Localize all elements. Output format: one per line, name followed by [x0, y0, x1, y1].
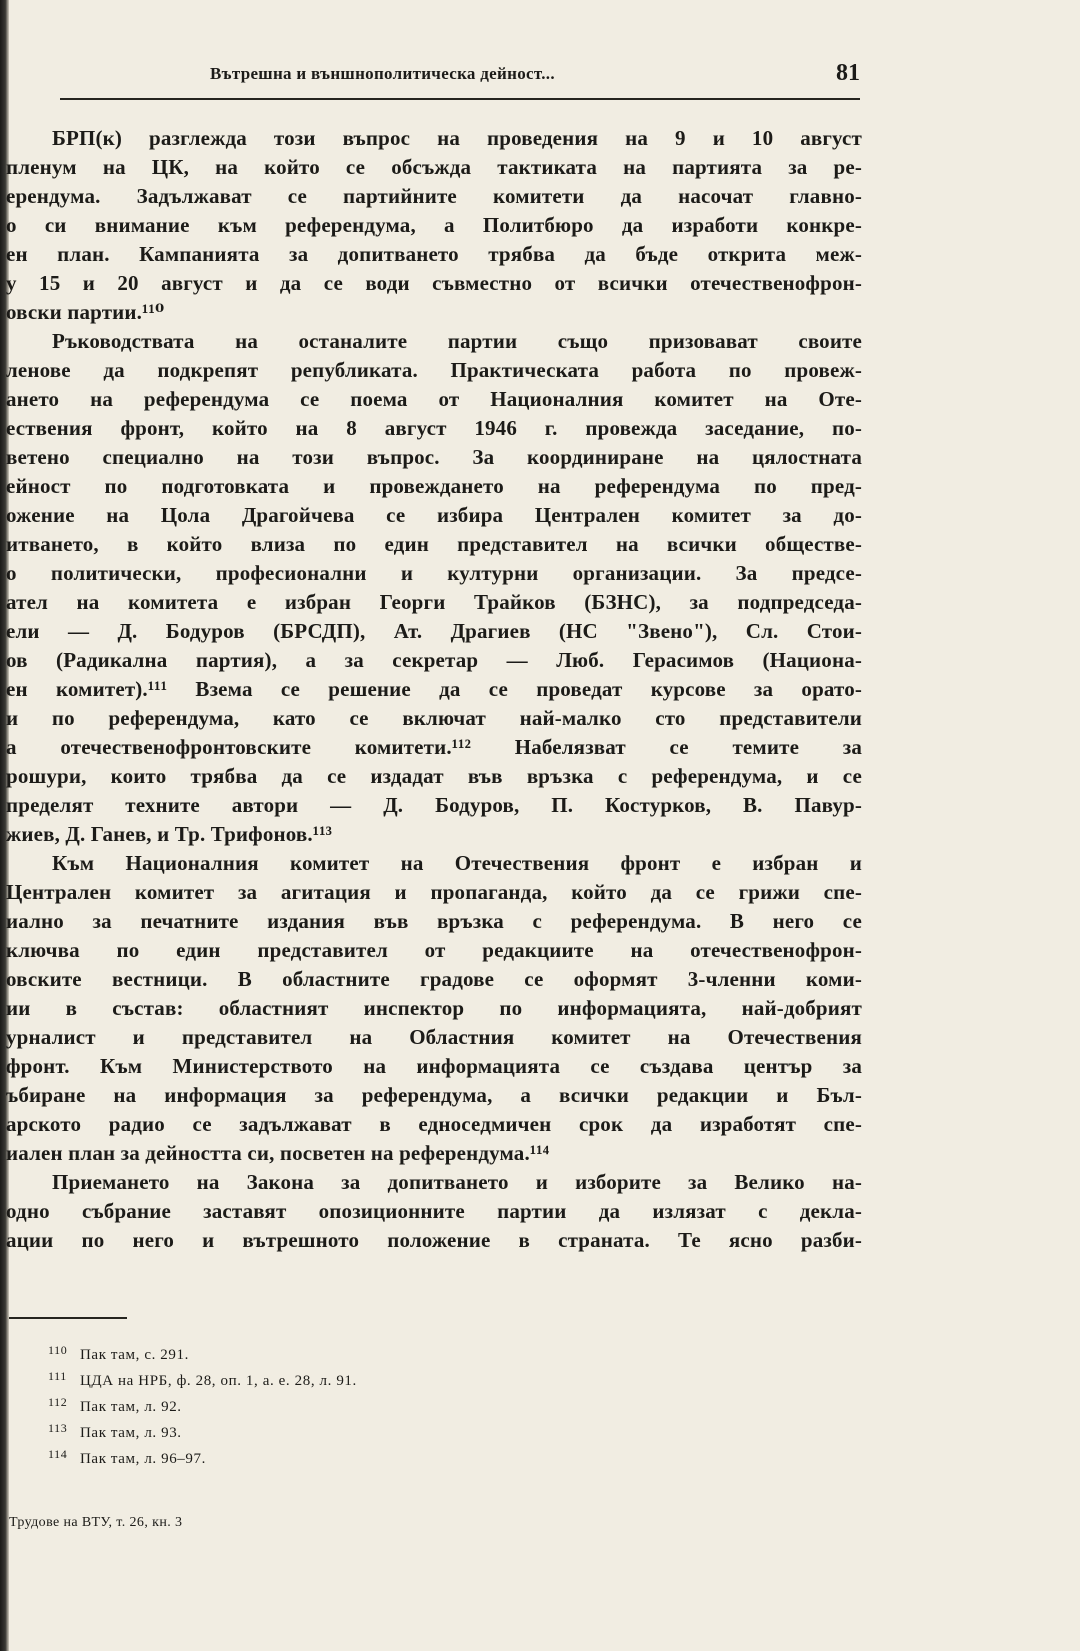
footnote [48, 1415, 748, 1441]
text-line: ели — Д. Бодуров (БРСДП), Ат. Драгиев (НС "Звено"), Сл. Стои- [6, 619, 862, 643]
footnote-text: Пак там, л. 96–97. [80, 1451, 206, 1467]
footnote-divider [9, 1317, 127, 1319]
text-line: ии в състав: областният инспектор по информацията, най-добрият [6, 996, 862, 1020]
footnote-text: Пак там, с. 291. [80, 1347, 189, 1363]
text-line: арското радио се задължават в едноседмичен срок да изработят спе- [6, 1112, 862, 1136]
text-line: одно събрание заставят опозиционните партии да излязат с декла- [6, 1199, 862, 1223]
text-line: а отечественофронтовските комитети.¹¹² Набелязват се темите за [6, 735, 862, 759]
footnote [48, 1337, 748, 1363]
footnote-text: Пак там, л. 92. [80, 1399, 182, 1415]
footnote-text: Пак там, л. 93. [80, 1425, 182, 1441]
text-line: ключва по един представител от редакциите на отечественофрон- [6, 938, 862, 962]
running-title: Вътрешна и външнополитическа дейност... [210, 64, 555, 83]
text-line: жиев, Д. Ганев, и Тр. Трифонов.¹¹³ [6, 822, 333, 846]
text-line: ерендума. Задължават се партийните комитети да насочат главно- [6, 184, 862, 208]
text-line: о си внимание към референдума, а Политбюро да изработи конкре- [6, 213, 862, 237]
text-line: ен комитет).¹¹¹ Взема се решение да се проведат курсове за орато- [6, 677, 862, 701]
footnote-number: 114 [48, 1447, 68, 1461]
text-line: ейност по подготовката и провеждането на референдума по пред- [6, 474, 862, 498]
text-line: ател на комитета е избран Георги Трайков (БЗНС), за подпредседа- [6, 590, 862, 614]
text-line: у 15 и 20 август и да се води съвместно от всички отечественофрон- [6, 271, 862, 295]
text-line: Приемането на Закона за допитването и изборите за Велико на- [52, 1170, 862, 1194]
text-line: пленум на ЦК, на който се обсъжда тактиката на партията за ре- [6, 155, 862, 179]
running-header [60, 60, 860, 100]
text-line: ленове да подкрепят републиката. Практическата работа по провеж- [6, 358, 862, 382]
body-text [0, 124, 862, 1255]
text-line: Централен комитет за агитация и пропаганда, който да се грижи спе- [6, 880, 862, 904]
text-line: ествения фронт, който на 8 август 1946 г. провежда заседание, по- [6, 416, 862, 440]
text-line: фронт. Към Министерството на информацията се създава център за [6, 1054, 862, 1078]
text-line: ветено специално на този въпрос. За координиране на цялостната [6, 445, 862, 469]
text-line: ации по него и вътрешното положение в страната. Те ясно разби- [6, 1228, 862, 1252]
text-line: ов (Радикална партия), а за секретар — Люб. Герасимов (Национа- [6, 648, 862, 672]
journal-footer: Трудове на ВТУ, т. 26, кн. 3 [9, 1515, 183, 1530]
footnote-number: 112 [48, 1395, 68, 1409]
text-line: овски партии.¹¹⁰ [6, 300, 165, 324]
page-number: 81 [836, 60, 860, 86]
text-line: Ръководствата на останалите партии също призовават своите [52, 329, 862, 353]
footnote [48, 1441, 748, 1467]
text-line: о политически, професионални и културни организации. За предсе- [6, 561, 862, 585]
text-line: урналист и представител на Областния комитет на Отечествения [6, 1025, 862, 1049]
footnote-number: 113 [48, 1421, 68, 1435]
footnote-number: 111 [48, 1369, 67, 1383]
text-line: итването, в който влиза по един представител на всички обществе- [6, 532, 862, 556]
text-line: и по референдума, като се включат най-малко сто представители [6, 706, 862, 730]
text-line: Към Националния комитет на Отечествения фронт е избран и [52, 851, 862, 875]
footnote [48, 1363, 748, 1389]
text-line: ожение на Цола Драгойчева се избира Централен комитет за до- [6, 503, 862, 527]
footnote-number: 110 [48, 1343, 68, 1357]
text-line: ането на референдума се поема от Националния комитет на Оте- [6, 387, 862, 411]
text-line: пределят техните автори — Д. Бодуров, П. Костурков, В. Павур- [6, 793, 862, 817]
text-line: овските вестници. В областните градове се оформят 3-членни коми- [6, 967, 862, 991]
text-line: ен план. Кампанията за допитването трябва да бъде открита меж- [6, 242, 862, 266]
text-line: иален план за дейността си, посветен на референдума.¹¹⁴ [6, 1141, 550, 1165]
text-line: БРП(к) разглежда този въпрос на проведения на 9 и 10 август [52, 126, 862, 150]
text-line: рошури, които трябва да се издадат във връзка с референдума, и се [6, 764, 862, 788]
text-line: иално за печатните издания във връзка с референдума. В него се [6, 909, 862, 933]
footnote [48, 1389, 748, 1415]
footnotes [48, 1337, 748, 1467]
text-line: ъбиране на информация за референдума, а всички редакции и Бъл- [6, 1083, 862, 1107]
footnote-text: ЦДА на НРБ, ф. 28, оп. 1, а. е. 28, л. 91. [80, 1373, 357, 1389]
